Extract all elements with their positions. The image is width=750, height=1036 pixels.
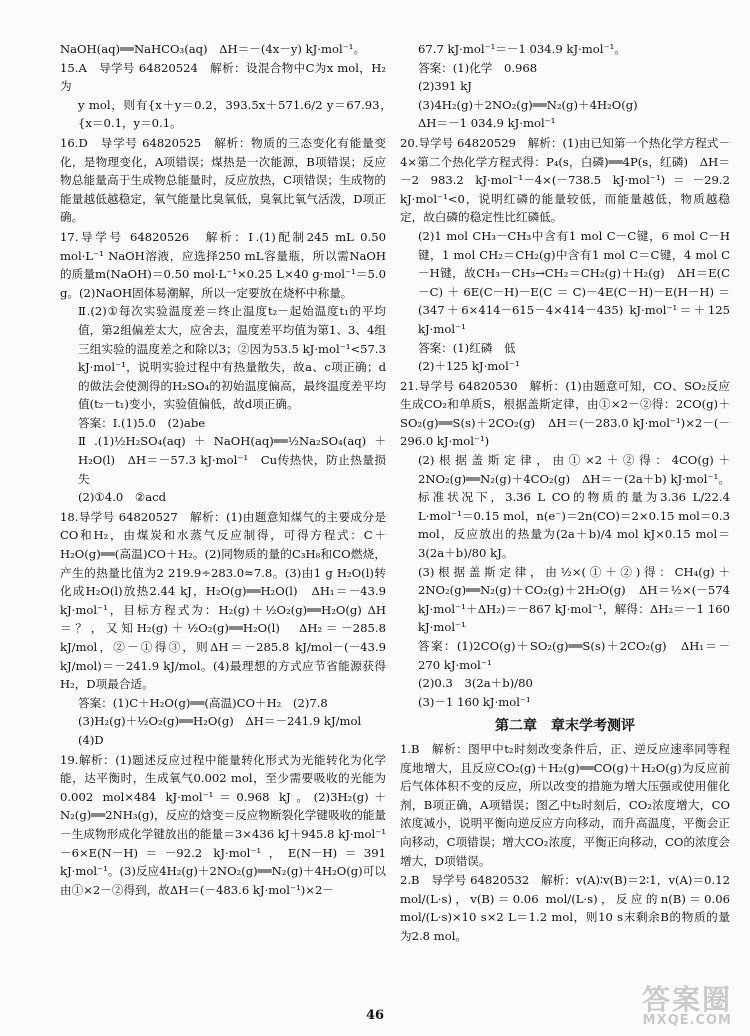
question-17: 17.导学号 64820526 解析：Ⅰ.(1)配制245 mL 0.50 mol·L⁻¹ NaOH溶液，应选择250 mL容量瓶，所以需NaOH的质量m(NaOH)＝0.50 mol·L⁻¹×0.25 L×40 g·mol⁻¹＝5.0 g。(2)NaOH固体易潮解，所以一定要放在烧杯中称量。 <box>60 229 386 300</box>
answer-18: 答案：(1)C＋H₂O(g)══(高温)CO＋H₂ (2)7.8 <box>78 695 328 710</box>
answer-18-part3: (4)D <box>78 732 104 747</box>
answer-19-part4: ΔH＝－1 034.9 kJ·mol⁻¹ <box>418 116 556 131</box>
question-15: 15.A 导学号 64820524 解析：设混合物中C为x mol，H₂为 <box>60 60 386 94</box>
answer-21-part3: (3)－1 160 kJ·mol⁻¹ <box>418 694 531 709</box>
watermark-main: 答案圈 <box>641 983 732 1016</box>
equation-system: y mol，则有{x＋y＝0.2，393.5x＋571.6/2 y＝67.93， {x＝0.1，y＝0.1。 <box>78 97 398 131</box>
answer-19-part3: (3)4H₂(g)＋2NO₂(g)══N₂(g)＋4H₂O(g) <box>418 97 638 112</box>
question-19: 19.解析：(1)题述反应过程中能量转化形式为光能转化为化学能，达平衡时，生成氧气0.002 mol，至少需要吸收的光能为0.002 mol×484 kJ·mol⁻¹＝0.968 kJ。(2)3H₂(g)＋N₂(g)══2NH₃(g)，反应的焓变＝反应物断裂化学键吸收的能量－生成物形成化学键放出的能量＝3×436 kJ＋945.8 kJ·mol⁻¹－6×E(N－H)＝－92.2 kJ·mol⁻¹，E(N－H)＝391 kJ·mol⁻¹。(3)反应4H₂(g)＋2NO₂(g)══N₂(g)＋4H₂O(g)可以由①×2－②得到，故ΔH＝(－483.6 kJ·mol⁻¹)×2－ <box>60 752 386 897</box>
watermark-sub: MXQE.COM <box>642 1013 732 1028</box>
chapter2-question-2: 2.B 导学号 64820532 解析：v(A)∶v(B)＝2∶1，v(A)＝0.12 mol/(L·s)，v(B)＝0.06 mol/(L·s)，反应的n(B)＝0.06 mol/(L·s)×10 s×2 L＝1.2 mol，则10 s末剩余B的物质的量为2.8 mol。 <box>400 873 730 943</box>
answer-18-part2: (3)H₂(g)＋½O₂(g)══H₂O(g) ΔH＝－241.9 kJ/mol <box>78 714 362 729</box>
right-column <box>400 40 730 946</box>
question-16: 16.D 导学号 64820525 解析：物质的三态变化有能量变化，是物理变化，A项错误；煤热是一次能源，B项错误；反应物总能量高于生成物总能量时，反应放热，C项错误；生成物的能量越低越稳定，氧气能量比臭氧低，臭氧比氧气活泼，D项正确。 <box>60 135 386 225</box>
answer-21: 答案：(1)2CO(g)＋SO₂(g)══S(s)＋2CO₂(g) ΔH₁＝－270 kJ·mol⁻¹ <box>418 639 730 672</box>
answer-21-part2: (2)0.3 3(2a＋b)/80 <box>418 676 533 691</box>
answer-20-part2: (2)＋125 kJ·mol⁻¹ <box>418 359 520 374</box>
question-21-part2: (2)根据盖斯定律，由①×2＋②得：4CO(g)＋2NO₂(g)══N₂(g)＋4CO₂(g) ΔH＝－(2a＋b) kJ·mol⁻¹。标准状况下，3.36 L CO的物质的量为3.36 L/22.4 L·mol⁻¹＝0.15 mol，n(e⁻)＝2n(CO)＝2×0.15 mol＝0.3 mol，反应放出的热量为(2a＋b)/4 mol kJ×0.15 mol＝3(2a＋b)/80 kJ。 <box>418 453 730 561</box>
question-20-part2: (2)1 mol CH₃－CH₃中含有1 mol C－C键，6 mol C－H键，1 mol CH₂＝CH₂(g)中含有1 mol C＝C键，4 mol C－H键，故CH₃－CH₃→CH₂＝CH₂(g)＋H₂(g) ΔH＝E(C－C)＋6E(C－H)－E(C＝C)－4E(C－H)－E(H－H)＝(347＋6×414－615－4×414－435) kJ·mol⁻¹＝＋125 kJ·mol⁻¹ <box>418 228 730 336</box>
question-20: 20.导学号 64820529 解析：(1)由已知第一个热化学方程式－4×第二个热化学方程式得：P₄(s，白磷)══4P(s，红磷) ΔH＝－2 983.2 kJ·mol⁻¹－4×(－738.5 kJ·mol⁻¹)＝－29.2 kJ·mol⁻¹<0，说明红磷的能量较低，而能量越低，物质越稳定，故白磷的稳定性比红磷低。 <box>400 135 730 225</box>
answer-20: 答案：(1)红磷 低 <box>418 340 516 355</box>
chapter2-question-1: 1.B 解析：图甲中t₂时刻改变条件后，正、逆反应速率同等程度地增大，且反应CO₂(g)＋H₂(g)══CO(g)＋H₂O(g)为反应前后气体体积不变的反应，所以改变的措施为增大压强或使用催化剂，B项正确，A项错误；图乙中t₂时刻后，CO₂浓度增大，CO浓度减小，说明平衡向逆反应方向移动，而升高温度，平衡会正向移动，C项错误；增大CO₂浓度，平衡正向移动，CO的浓度会增大，D项错误。 <box>400 741 730 868</box>
text-line: NaOH(aq)══NaHCO₃(aq) ΔH＝－(4x－y) kJ·mol⁻¹。 <box>60 42 366 56</box>
section-title: 第二章 章末学考测评 <box>495 718 635 735</box>
question-18: 18.导学号 64820527 解析：(1)由题意知煤气的主要成分是CO和H₂，由煤炭和水蒸气反应制得，可得方程式：C＋H₂O(g)══(高温)CO＋H₂。(2)同物质的量的C₃H₈和CO燃烧，产生的热量比值为2 219.9÷283.0≈7.8。(3)由1 g H₂O(l)转化成H₂O(l)放热2.44 kJ，H₂O(g)══H₂O(l) ΔH₁＝－43.9 kJ·mol⁻¹，目标方程式为：H₂(g)＋½O₂(g)══H₂O(g) ΔH＝？，又知H₂(g)＋½O₂(g)══H₂O(l) ΔH₂＝－285.8 kJ/mol，②－①得③，则ΔH＝－285.8 kJ/mol－(－43.9 kJ/mol)＝－241.9 kJ/mol。(4)最理想的方式应节省能源获得H₂，D项最合适。 <box>60 509 386 692</box>
question-17-part2: Ⅱ.(2)①每次实验温度差＝终止温度t₂－起始温度t₁的平均值，第2组偏差太大，应舍去，温度差平均值为第1、3、4组三组实验的温度差之和除以3；②因为53.5 kJ·mol⁻¹<57.3 kJ·mol⁻¹，说明实验过程中有热量散失，故a、c项正确；d的做法会使测得的H₂SO₄的初始温度偏高，最终温度差平均值(t₂－t₁)变小，实验值偏低，故d项正确。 <box>78 304 386 412</box>
answer-19-part2: (2)391 kJ <box>418 79 472 94</box>
left-column <box>60 40 398 899</box>
answer-17-part3: (2)①4.0 ②acd <box>78 490 167 505</box>
answer-19: 答案：(1)化学 0.968 <box>418 60 538 75</box>
question-21-part3: (3)根据盖斯定律，由½×(①＋②)得：CH₄(g)＋2NO₂(g)══N₂(g)＋CO₂(g)＋2H₂O(g) ΔH＝½×(－574 kJ·mol⁻¹＋ΔH₂)＝－867 kJ·mol⁻¹，解得：ΔH₂＝－1 160 kJ·mol⁻¹ <box>418 564 730 635</box>
question-21: 21.导学号 64820530 解析：(1)由题意可知，CO、SO₂反应生成CO₂和单质S，根据盖斯定律，由①×2－②得：2CO(g)＋SO₂(g)══S(s)＋2CO₂(g) ΔH＝(－283.0 kJ·mol⁻¹)×2－(－296.0 kJ·mol⁻¹) <box>400 378 730 449</box>
answer-17: 答案：Ⅰ.(1)5.0 (2)abe <box>78 415 206 430</box>
watermark-logo <box>592 983 732 1030</box>
text-line: 67.7 kJ·mol⁻¹＝－1 034.9 kJ·mol⁻¹。 <box>418 42 626 56</box>
page-number: 46 <box>365 1008 385 1023</box>
answer-17-part2: Ⅱ.(1)½H₂SO₄(aq)＋NaOH(aq)══½Na₂SO₄(aq)＋H₂O(l) ΔH＝－57.3 kJ·mol⁻¹ Cu传热快，防止热量损失 <box>78 434 386 486</box>
